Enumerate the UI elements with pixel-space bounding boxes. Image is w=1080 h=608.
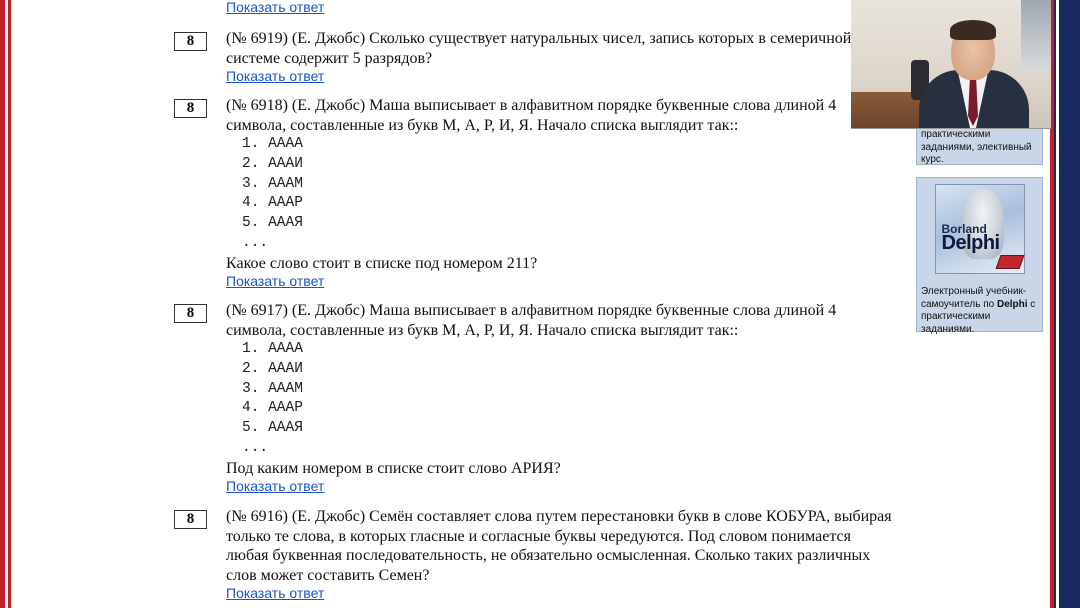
cover-title-1: Borland <box>941 222 987 236</box>
list-item: 3. АААМ <box>242 380 303 397</box>
sidebar-ad-text: практическими заданиями, элективный курс. <box>921 129 1032 165</box>
show-answer-link[interactable]: Показать ответ <box>226 68 325 84</box>
cover-title-2: Delphi <box>941 232 1000 254</box>
task-type-badge: 8 <box>174 32 207 51</box>
list-item: ... <box>242 439 269 456</box>
webcam-window <box>1021 0 1051 70</box>
show-answer-link[interactable]: Показать ответ <box>226 0 325 15</box>
word-list <box>226 340 894 459</box>
list-item: 2. АААИ <box>242 155 303 172</box>
list-item: 4. АААР <box>242 400 303 417</box>
task-body <box>226 29 894 86</box>
task-question: Под каким номером в списке стоит слово АРИЯ? <box>226 459 561 477</box>
presenter-webcam <box>851 0 1051 129</box>
list-item: 5. АААЯ <box>242 215 303 232</box>
task-text: (№ 6917) (Е. Джобс) Маша выписывает в алфавитном порядке буквенные слова длиной 4 символа, составленные из букв М, А, Р, И, Я. Начало списка выглядит так:: <box>226 302 837 339</box>
list-item: 1. АААА <box>242 136 303 152</box>
delphi-book-cover-icon[interactable] <box>935 184 1025 274</box>
task-text: (№ 6918) (Е. Джобс) Маша выписывает в алфавитном порядке буквенные слова длиной 4 символа, составленные из букв М, А, Р, И, Я. Начало списка выглядит так:: <box>226 97 837 134</box>
task-type-badge: 8 <box>174 304 207 323</box>
list-item: ... <box>242 234 269 251</box>
sidebar-ad-delphi[interactable] <box>916 177 1043 335</box>
task-body <box>226 507 894 603</box>
list-item: 5. АААЯ <box>242 420 303 437</box>
red-book-icon <box>995 255 1024 269</box>
word-list <box>226 135 894 254</box>
page-frame-right <box>1050 0 1080 608</box>
caption-text: Электронный учебник-самоучитель по <box>921 286 1027 310</box>
prev-task-answer <box>226 0 324 17</box>
show-answer-link[interactable]: Показать ответ <box>226 273 325 290</box>
task-text: (№ 6916) (Е. Джобс) Семён составляет слова путем перестановки букв в слове КОБУРА, выбирая только те слова, в которых гласные и согласные буквы чередуются. Под словом понимается любая буквенная последовательность, не обязательно осмысленная. Сколько таких различных слов может составить Семен? <box>226 508 892 584</box>
task-type-badge: 8 <box>174 510 207 529</box>
task-type-badge: 8 <box>174 99 207 118</box>
task-body <box>226 96 894 291</box>
task-question: Какое слово стоит в списке под номером 211? <box>226 254 538 272</box>
list-item: 2. АААИ <box>242 360 303 377</box>
sidebar-ad-caption <box>921 286 1038 336</box>
show-answer-link[interactable]: Показать ответ <box>226 478 325 495</box>
list-item: 3. АААМ <box>242 175 303 192</box>
list-item: 1. АААА <box>242 341 303 357</box>
list-item: 4. АААР <box>242 195 303 212</box>
webcam-presenter-hair <box>950 20 996 40</box>
show-answer-link[interactable]: Показать ответ <box>226 585 325 601</box>
task-text: (№ 6919) (Е. Джобс) Сколько существует натуральных чисел, запись которых в семеричной системе содержит 5 разрядов? <box>226 30 852 67</box>
caption-bold: Delphi <box>996 298 1028 310</box>
task-body <box>226 301 894 496</box>
caption-text: с практическими заданиями. <box>921 298 1036 335</box>
